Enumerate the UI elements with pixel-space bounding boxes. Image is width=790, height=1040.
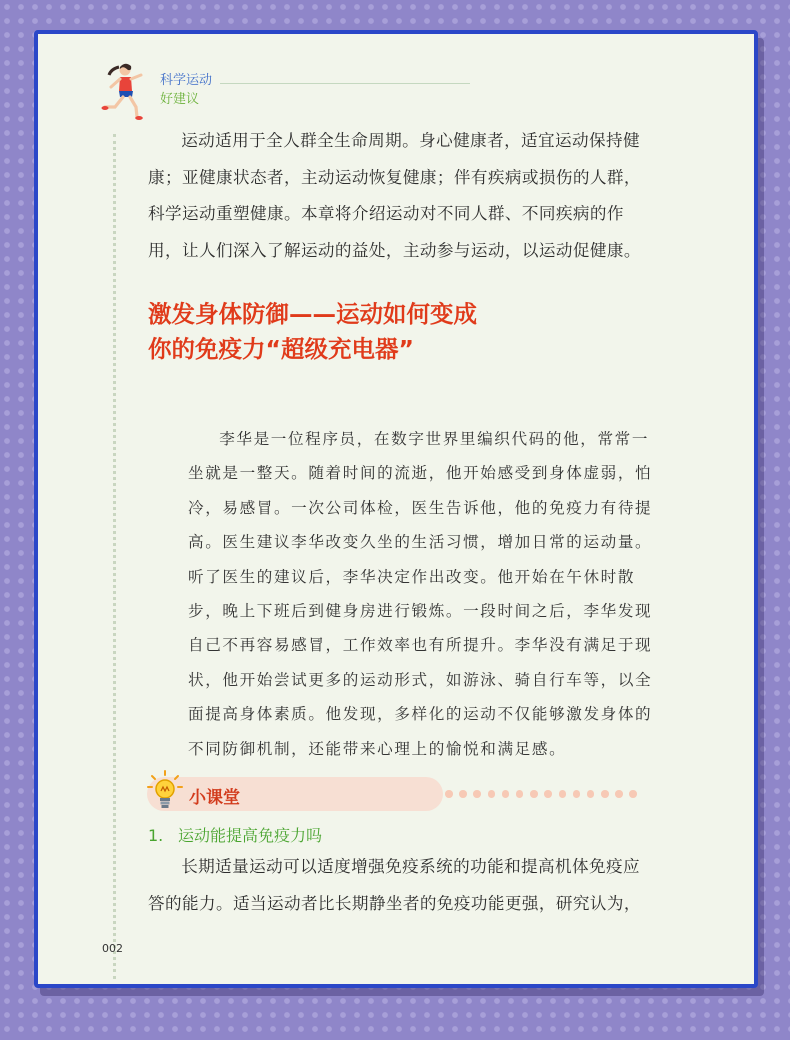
tip-label: 小课堂 bbox=[189, 788, 240, 808]
dotted-divider bbox=[445, 790, 637, 798]
story-paragraph: 李华是一位程序员，在数字世界里编织代码的他，常常一坐就是一整天。随着时间的流逝，他开始感受到身体虚弱，怕冷，易感冒。一次公司体检，医生告诉他，他的免疫力有待提高。医生建议李华改变久坐的生活习惯，增加日常的运动量。听了医生的建议后，李华决定作出改变。他开始在午休时散步，晚上下班后到健身房进行锻炼。一段时间之后，李华发现自己不再容易感冒，工作效率也有所提升。李华没有满足于现状，他开始尝试更多的运动形式，如游泳、骑自行车等，以全面提高身体素质。他发现，多样化的运动不仅能够激发身体的不同防御机制，还能带来心理上的愉悦和满足感。 bbox=[188, 430, 653, 758]
intro-paragraph: 运动适用于全人群全生命周期。身心健康者，适宜运动保持健康；亚健康状态者，主动运动恢复健康；伴有疾病或损伤的人群，科学运动重塑健康。本章将介绍运动对不同人群、不同疾病的作用，让人们深入了解运动的益处，主动参与运动，以运动促健康。 bbox=[148, 131, 641, 260]
lightbulb-icon bbox=[146, 769, 184, 813]
margin-dotted-rule bbox=[113, 134, 116, 979]
benefit-paragraph: 长期适量运动可以适度增强免疫系统的功能和提高机体免疫应答的能力。适当运动者比长期静坐者的免疫功能更强，研究认为， bbox=[148, 857, 641, 913]
header-title-line2: 好建议 bbox=[160, 92, 200, 107]
subsection-heading bbox=[148, 823, 322, 846]
headline-line1: 激发身体防御——运动如何变成 bbox=[148, 300, 477, 328]
header-title-line1: 科学运动 bbox=[160, 73, 213, 88]
page-frame bbox=[34, 30, 758, 988]
headline-line2: 你的免疫力“超级充电器” bbox=[148, 335, 414, 363]
runner-illustration bbox=[101, 61, 157, 123]
section-headline bbox=[148, 297, 668, 367]
subsection-title: 运动能提高免疫力吗 bbox=[178, 826, 323, 845]
subsection-number: 1. bbox=[148, 826, 164, 845]
page-number: 002 bbox=[102, 942, 123, 955]
header-divider bbox=[220, 83, 470, 84]
